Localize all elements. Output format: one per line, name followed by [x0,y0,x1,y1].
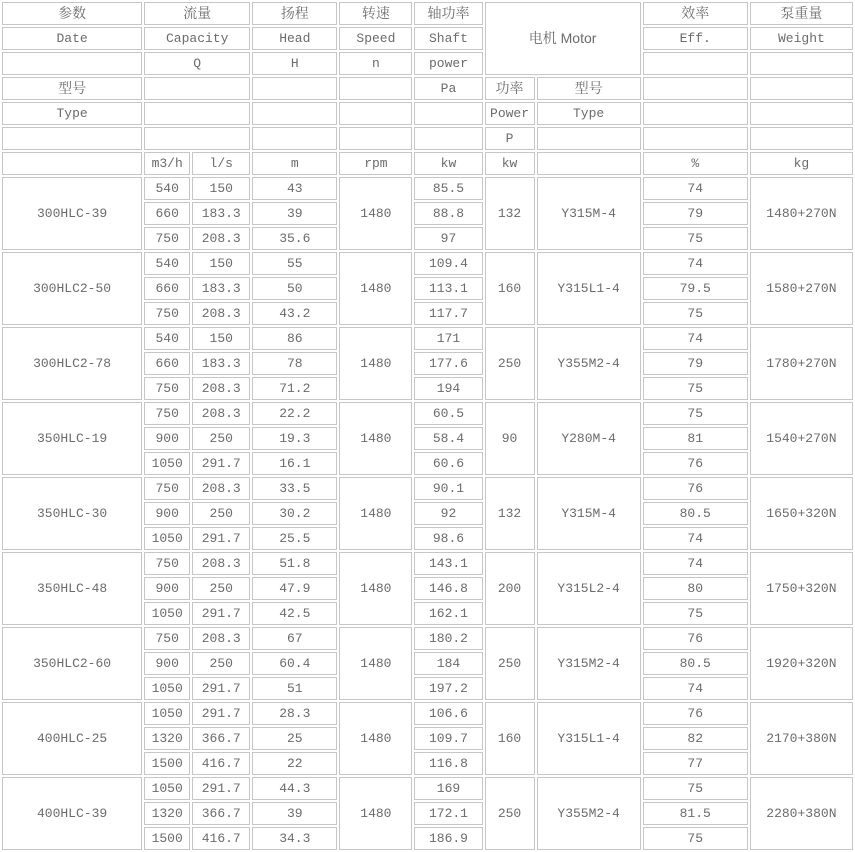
pump-model-cell: 400HLC-39 [2,777,142,850]
capacity-m3h-cell: 750 [144,552,190,575]
capacity-m3h-cell: 750 [144,627,190,650]
shaft-power-cell: 109.4 [414,252,482,275]
header-weight-blank [750,52,853,75]
shaft-power-cell: 146.8 [414,577,482,600]
capacity-ls-cell: 250 [192,427,250,450]
weight-cell: 1480+270N [750,177,853,250]
pump-model-cell: 350HLC2-60 [2,627,142,700]
weight-cell: 1580+270N [750,252,853,325]
capacity-m3h-cell: 750 [144,377,190,400]
shaft-power-cell: 116.8 [414,752,482,775]
efficiency-cell: 76 [643,702,748,725]
head-cell: 25.5 [252,527,337,550]
shaft-power-cell: 109.7 [414,727,482,750]
head-cell: 28.3 [252,702,337,725]
capacity-m3h-cell: 1500 [144,752,190,775]
head-cell: 55 [252,252,337,275]
pump-model-cell: 300HLC2-50 [2,252,142,325]
capacity-ls-cell: 291.7 [192,702,250,725]
table-data-section [2,177,853,850]
motor-type-cell: Y315L2-4 [537,552,641,625]
capacity-m3h-cell: 1050 [144,602,190,625]
efficiency-cell: 74 [643,527,748,550]
efficiency-cell: 75 [643,377,748,400]
motor-type-cell: Y315L1-4 [537,252,641,325]
capacity-m3h-cell: 900 [144,577,190,600]
pump-model-cell: 400HLC-25 [2,702,142,775]
efficiency-cell: 74 [643,177,748,200]
speed-cell: 1480 [339,402,412,475]
weight-cell: 1650+320N [750,477,853,550]
header-param-zh: 参数 [2,2,142,25]
weight-cell: 2170+380N [750,702,853,775]
motor-power-cell: 250 [485,327,535,400]
capacity-ls-cell: 366.7 [192,802,250,825]
head-cell: 51.8 [252,552,337,575]
header-row-symbols [2,52,853,75]
motor-type-cell: Y315M2-4 [537,627,641,700]
shaft-power-cell: 171 [414,327,482,350]
pump-model-cell: 350HLC-30 [2,477,142,550]
efficiency-cell: 75 [643,302,748,325]
unit-capacity-m3h: m3/h [144,152,190,175]
blank-cell [414,127,482,150]
head-cell: 51 [252,677,337,700]
motor-type-cell: Y315L1-4 [537,702,641,775]
table-row [2,402,853,425]
speed-cell: 1480 [339,477,412,550]
head-cell: 22.2 [252,402,337,425]
capacity-m3h-cell: 1050 [144,452,190,475]
shaft-power-cell: 117.7 [414,302,482,325]
shaft-power-cell: 194 [414,377,482,400]
header-motor-type-en: Type [537,102,641,125]
shaft-power-cell: 113.1 [414,277,482,300]
efficiency-cell: 79 [643,352,748,375]
shaft-power-cell: 85.5 [414,177,482,200]
efficiency-cell: 80.5 [643,502,748,525]
header-speed-zh: 转速 [339,2,412,25]
header-capacity-zh: 流量 [144,2,250,25]
header-row-units [2,152,853,175]
shaft-power-cell: 180.2 [414,627,482,650]
header-weight-en: Weight [750,27,853,50]
header-motor-power-zh: 功率 [485,77,535,100]
table-row [2,777,853,800]
blank-cell [414,102,482,125]
capacity-m3h-cell: 1500 [144,827,190,850]
weight-cell: 1920+320N [750,627,853,700]
header-row-motor-symbol [2,127,853,150]
header-capacity-en: Capacity [144,27,250,50]
header-model-zh: 型号 [2,77,142,100]
head-cell: 67 [252,627,337,650]
blank-cell [750,102,853,125]
header-param-en: Date [2,27,142,50]
capacity-ls-cell: 208.3 [192,552,250,575]
efficiency-cell: 76 [643,452,748,475]
motor-power-cell: 200 [485,552,535,625]
pump-model-cell: 350HLC-19 [2,402,142,475]
blank-cell [643,127,748,150]
capacity-m3h-cell: 750 [144,302,190,325]
header-motor-type-zh: 型号 [537,77,641,100]
blank-cell [643,102,748,125]
motor-power-cell: 250 [485,777,535,850]
shaft-power-cell: 97 [414,227,482,250]
capacity-ls-cell: 208.3 [192,477,250,500]
capacity-ls-cell: 250 [192,652,250,675]
capacity-ls-cell: 291.7 [192,527,250,550]
shaft-power-cell: 98.6 [414,527,482,550]
header-weight-zh: 泵重量 [750,2,853,25]
speed-cell: 1480 [339,252,412,325]
efficiency-cell: 75 [643,602,748,625]
capacity-ls-cell: 208.3 [192,402,250,425]
blank-cell [252,102,337,125]
capacity-ls-cell: 291.7 [192,777,250,800]
shaft-power-cell: 143.1 [414,552,482,575]
header-row-model-en [2,102,853,125]
efficiency-cell: 75 [643,227,748,250]
capacity-ls-cell: 291.7 [192,677,250,700]
header-motor-power-symbol: P [485,127,535,150]
head-cell: 44.3 [252,777,337,800]
capacity-m3h-cell: 540 [144,327,190,350]
head-cell: 35.6 [252,227,337,250]
table-row [2,627,853,650]
capacity-m3h-cell: 750 [144,227,190,250]
motor-type-cell: Y315M-4 [537,477,641,550]
shaft-power-cell: 106.6 [414,702,482,725]
speed-cell: 1480 [339,177,412,250]
speed-cell: 1480 [339,627,412,700]
motor-type-cell: Y355M2-4 [537,327,641,400]
shaft-power-cell: 186.9 [414,827,482,850]
motor-power-cell: 90 [485,402,535,475]
motor-power-cell: 132 [485,177,535,250]
efficiency-cell: 80.5 [643,652,748,675]
header-param-blank [2,52,142,75]
capacity-ls-cell: 208.3 [192,627,250,650]
shaft-power-cell: 169 [414,777,482,800]
capacity-ls-cell: 208.3 [192,377,250,400]
capacity-m3h-cell: 540 [144,177,190,200]
efficiency-cell: 79.5 [643,277,748,300]
shaft-power-cell: 90.1 [414,477,482,500]
header-motor: 电机 Motor [485,2,641,75]
capacity-m3h-cell: 750 [144,477,190,500]
pump-model-cell: 300HLC2-78 [2,327,142,400]
head-cell: 50 [252,277,337,300]
header-model-en: Type [2,102,142,125]
efficiency-cell: 75 [643,827,748,850]
efficiency-cell: 74 [643,252,748,275]
table-header-section [2,2,853,175]
head-cell: 39 [252,802,337,825]
header-row-en [2,27,853,50]
head-cell: 71.2 [252,377,337,400]
blank-cell [537,152,641,175]
efficiency-cell: 80 [643,577,748,600]
header-eff-blank [643,52,748,75]
header-capacity-symbol: Q [144,52,250,75]
head-cell: 16.1 [252,452,337,475]
head-cell: 86 [252,327,337,350]
capacity-m3h-cell: 1320 [144,802,190,825]
weight-cell: 1750+320N [750,552,853,625]
pump-model-cell: 300HLC-39 [2,177,142,250]
header-row-zh [2,2,853,25]
efficiency-cell: 74 [643,327,748,350]
unit-speed: rpm [339,152,412,175]
capacity-ls-cell: 291.7 [192,452,250,475]
capacity-m3h-cell: 1050 [144,677,190,700]
header-speed-symbol: n [339,52,412,75]
efficiency-cell: 82 [643,727,748,750]
pump-model-cell: 350HLC-48 [2,552,142,625]
capacity-m3h-cell: 900 [144,652,190,675]
blank-cell [339,102,412,125]
unit-motor-power: kw [485,152,535,175]
capacity-m3h-cell: 1050 [144,777,190,800]
blank-cell [643,77,748,100]
blank-cell [537,127,641,150]
efficiency-cell: 79 [643,202,748,225]
shaft-power-cell: 60.6 [414,452,482,475]
weight-cell: 1780+270N [750,327,853,400]
shaft-power-cell: 162.1 [414,602,482,625]
shaft-power-cell: 197.2 [414,677,482,700]
blank-cell [339,77,412,100]
capacity-ls-cell: 291.7 [192,602,250,625]
blank-cell [750,77,853,100]
motor-power-cell: 160 [485,252,535,325]
capacity-ls-cell: 150 [192,327,250,350]
head-cell: 22 [252,752,337,775]
capacity-ls-cell: 150 [192,252,250,275]
speed-cell: 1480 [339,552,412,625]
capacity-ls-cell: 183.3 [192,352,250,375]
efficiency-cell: 76 [643,627,748,650]
table-row [2,477,853,500]
efficiency-cell: 74 [643,677,748,700]
efficiency-cell: 81.5 [643,802,748,825]
capacity-ls-cell: 183.3 [192,202,250,225]
head-cell: 42.5 [252,602,337,625]
header-motor-power-en: Power [485,102,535,125]
efficiency-cell: 77 [643,752,748,775]
head-cell: 33.5 [252,477,337,500]
speed-cell: 1480 [339,327,412,400]
head-cell: 43.2 [252,302,337,325]
capacity-ls-cell: 183.3 [192,277,250,300]
shaft-power-cell: 60.5 [414,402,482,425]
header-eff-zh: 效率 [643,2,748,25]
unit-shaft: kw [414,152,482,175]
capacity-ls-cell: 250 [192,502,250,525]
unit-eff: % [643,152,748,175]
motor-power-cell: 132 [485,477,535,550]
motor-power-cell: 250 [485,627,535,700]
capacity-m3h-cell: 1320 [144,727,190,750]
shaft-power-cell: 184 [414,652,482,675]
motor-type-cell: Y355M2-4 [537,777,641,850]
weight-cell: 1540+270N [750,402,853,475]
header-speed-en: Speed [339,27,412,50]
head-cell: 25 [252,727,337,750]
efficiency-cell: 75 [643,777,748,800]
efficiency-cell: 76 [643,477,748,500]
unit-head: m [252,152,337,175]
capacity-m3h-cell: 750 [144,402,190,425]
speed-cell: 1480 [339,777,412,850]
efficiency-cell: 81 [643,427,748,450]
capacity-m3h-cell: 540 [144,252,190,275]
shaft-power-cell: 92 [414,502,482,525]
header-shaft-en: Shaft [414,27,482,50]
head-cell: 47.9 [252,577,337,600]
header-shaft-zh: 轴功率 [414,2,482,25]
capacity-ls-cell: 208.3 [192,302,250,325]
capacity-m3h-cell: 660 [144,277,190,300]
head-cell: 43 [252,177,337,200]
head-cell: 78 [252,352,337,375]
shaft-power-cell: 88.8 [414,202,482,225]
table-row [2,702,853,725]
head-cell: 19.3 [252,427,337,450]
blank-cell [144,77,250,100]
capacity-ls-cell: 250 [192,577,250,600]
blank-cell [144,102,250,125]
capacity-m3h-cell: 1050 [144,702,190,725]
capacity-ls-cell: 416.7 [192,827,250,850]
blank-cell [2,152,142,175]
header-shaft-symbol: power [414,52,482,75]
blank-cell [252,127,337,150]
shaft-power-cell: 177.6 [414,352,482,375]
unit-capacity-ls: l/s [192,152,250,175]
capacity-ls-cell: 208.3 [192,227,250,250]
head-cell: 60.4 [252,652,337,675]
speed-cell: 1480 [339,702,412,775]
head-cell: 30.2 [252,502,337,525]
blank-cell [144,127,250,150]
blank-cell [339,127,412,150]
efficiency-cell: 75 [643,402,748,425]
header-head-symbol: H [252,52,337,75]
capacity-ls-cell: 416.7 [192,752,250,775]
motor-type-cell: Y315M-4 [537,177,641,250]
capacity-m3h-cell: 900 [144,427,190,450]
table-row [2,327,853,350]
table-row [2,177,853,200]
shaft-power-cell: 58.4 [414,427,482,450]
table-row [2,252,853,275]
unit-weight: kg [750,152,853,175]
table-row [2,552,853,575]
capacity-ls-cell: 150 [192,177,250,200]
head-cell: 34.3 [252,827,337,850]
capacity-m3h-cell: 1050 [144,527,190,550]
capacity-m3h-cell: 660 [144,352,190,375]
motor-power-cell: 160 [485,702,535,775]
blank-cell [2,127,142,150]
weight-cell: 2280+380N [750,777,853,850]
header-row-model-zh [2,77,853,100]
header-shaft-sub: Pa [414,77,482,100]
capacity-m3h-cell: 660 [144,202,190,225]
header-eff-en: Eff. [643,27,748,50]
shaft-power-cell: 172.1 [414,802,482,825]
blank-cell [252,77,337,100]
head-cell: 39 [252,202,337,225]
efficiency-cell: 74 [643,552,748,575]
capacity-m3h-cell: 900 [144,502,190,525]
header-head-en: Head [252,27,337,50]
blank-cell [750,127,853,150]
motor-type-cell: Y280M-4 [537,402,641,475]
header-head-zh: 扬程 [252,2,337,25]
capacity-ls-cell: 366.7 [192,727,250,750]
